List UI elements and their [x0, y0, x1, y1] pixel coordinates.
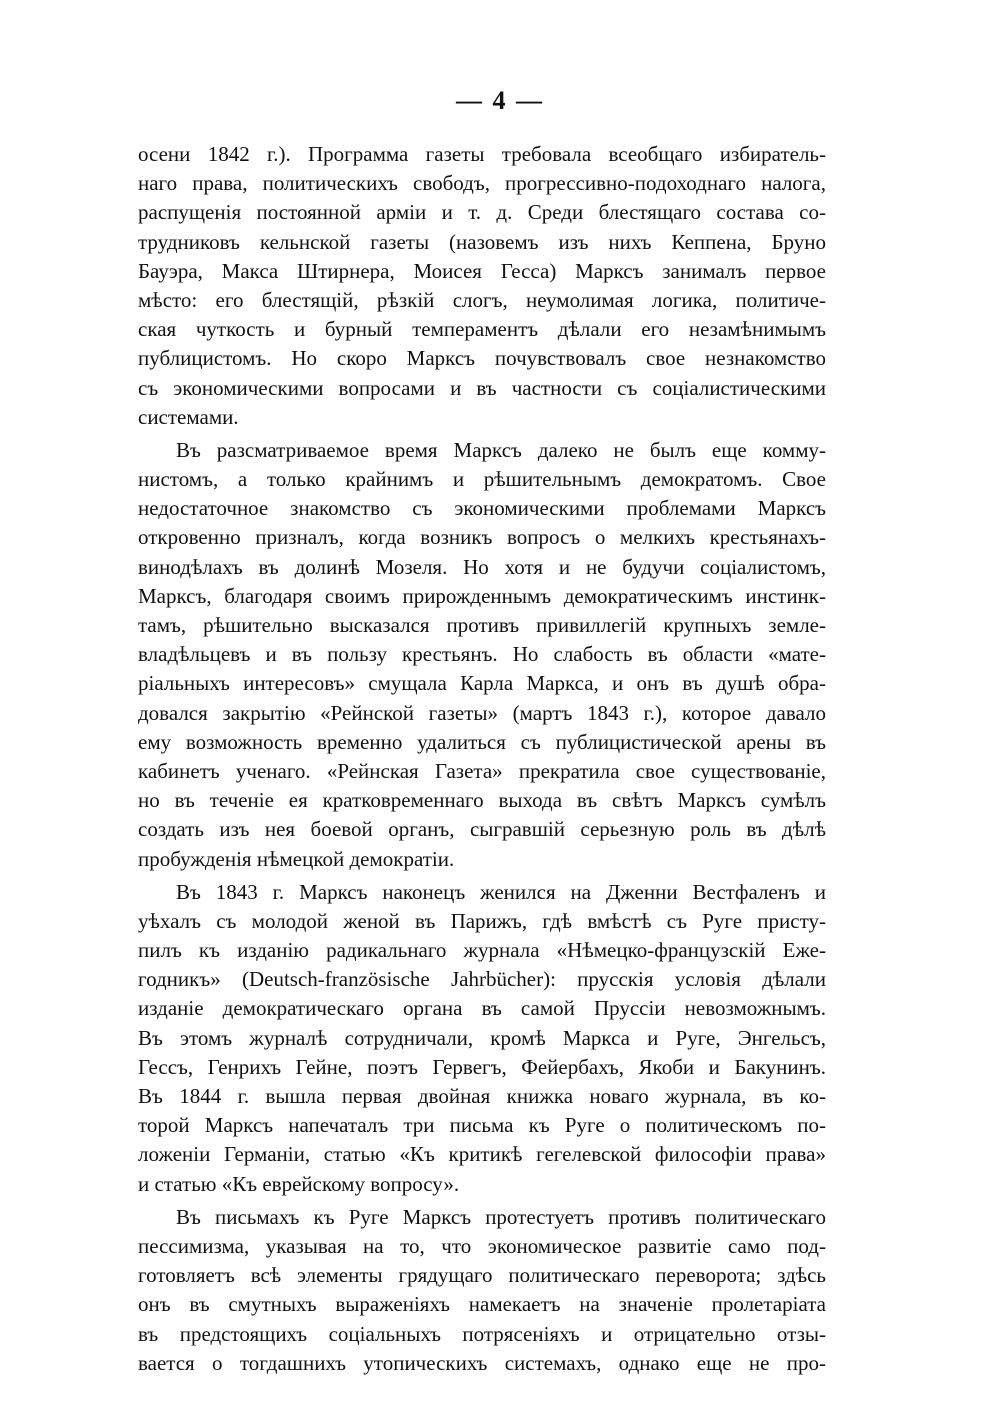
text-line: системами. [138, 404, 239, 429]
text-line: наго права, политическихъ свободъ, прогрессивно-подоходнаго налога, [138, 171, 826, 196]
text-line: мѣсто: его блестящій, рѣзкій слогъ, неумолимая логика, политиче- [138, 287, 826, 312]
text-line: владѣльцевъ и въ пользу крестьянъ. Но слабость въ области «мате- [138, 642, 826, 667]
text-line: ложеніи Германіи, статью «Къ критикѣ гегелевской философіи права» [138, 1142, 826, 1167]
text-line: Въ 1843 г. Марксъ наконецъ женился на Дженни Вестфаленъ и [176, 879, 826, 904]
text-line: уѣхалъ съ молодой женой въ Парижъ, гдѣ вмѣстѣ съ Руге присту- [138, 908, 826, 933]
body-text [138, 140, 826, 1378]
text-line: въ предстоящихъ соціальныхъ потрясеніяхъ и отрицательно отзы- [138, 1321, 826, 1346]
text-line: изданіе демократическаго органа въ самой Пруссіи невозможнымъ. [138, 996, 826, 1021]
text-line: откровенно призналъ, когда возникъ вопросъ о мелкихъ крестьянахъ- [138, 525, 826, 550]
text-line: пробужденія нѣмецкой демократіи. [138, 846, 455, 871]
text-line: Бауэра, Макса Штирнера, Моисея Гесса) Марксъ занималъ первое [138, 258, 826, 283]
text-line: съ экономическими вопросами и въ частности съ соціалистическими [138, 375, 826, 400]
text-line: пессимизма, указывая на то, что экономическое развитіе само под- [138, 1233, 826, 1258]
text-line: Въ письмахъ къ Руге Марксъ протестуетъ противъ политическаго [176, 1204, 826, 1229]
text-line: недостаточное знакомство съ экономическими проблемами Марксъ [138, 496, 826, 521]
paragraph-4 [138, 1203, 826, 1378]
text-line: нистомъ, а только крайнимъ и рѣшительнымъ демократомъ. Свое [138, 467, 826, 492]
text-line: ему возможность временно удалиться съ публицистической арены въ [138, 729, 826, 754]
text-line: винодѣлахъ въ долинѣ Мозеля. Но хотя и не будучи соціалистомъ, [138, 554, 826, 579]
text-line: тамъ, рѣшительно высказался противъ привиллегій крупныхъ земле- [138, 613, 826, 637]
text-line: осени 1842 г.). Программа газеты требовала всеобщаго избиратель- [138, 142, 826, 166]
paragraph-3 [138, 878, 826, 1199]
text-line: годникъ» (Deutsch-französische Jahrbücher): прусскія условія дѣлали [138, 967, 826, 992]
text-line: онъ въ смутныхъ выраженіяхъ намекаетъ на значеніе пролетаріата [138, 1292, 826, 1317]
text-line: создать изъ нея боевой органъ, сыгравшій серьезную роль въ дѣлѣ [138, 817, 826, 842]
text-line: публицистомъ. Но скоро Марксъ почувствовалъ свое незнакомство [138, 346, 826, 371]
text-line: Марксъ, благодаря своимъ прирожденнымъ демократическимъ инстинк- [138, 583, 826, 608]
text-line: пилъ къ изданію радикальнаго журнала «Нѣмецко-французскій Еже- [138, 938, 826, 963]
text-line: вается о тогдашнихъ утопическихъ системахъ, однако еще не про- [138, 1350, 826, 1375]
text-line: довался закрытію «Рейнской газеты» (мартъ 1843 г.), которое давало [138, 700, 826, 725]
text-line: но въ теченіе ея кратковременнаго выхода въ свѣтъ Марксъ сумѣлъ [138, 788, 826, 813]
paragraph-1 [138, 140, 826, 432]
text-line: трудниковъ кельнской газеты (назовемъ изъ нихъ Кеппена, Бруно [138, 229, 826, 254]
paragraph-2 [138, 436, 826, 874]
text-line: готовляетъ всѣ элементы грядущаго политическаго переворота; здѣсь [138, 1263, 826, 1288]
text-line: и статью «Къ еврейскому вопросу». [138, 1171, 460, 1196]
text-line: ская чуткость и бурный темпераментъ дѣлали его незамѣнимымъ [138, 317, 826, 342]
text-line: Въ разсматриваемое время Марксъ далеко не былъ еще комму- [176, 437, 826, 462]
text-line: Въ 1844 г. вышла первая двойная книжка новаго журнала, въ ко- [138, 1084, 826, 1108]
text-line: ріальныхъ интересовъ» смущала Карла Маркса, и онъ въ душѣ обра- [138, 671, 826, 696]
page-number: — 4 — [456, 86, 544, 115]
text-line: кабинетъ ученаго. «Рейнская Газета» прекратила свое существованіе, [138, 758, 826, 783]
text-line: Гессъ, Генрихъ Гейне, поэтъ Гервегъ, Фейербахъ, Якоби и Бакунинъ. [138, 1054, 826, 1079]
text-line: Въ этомъ журналѣ сотрудничали, кромѣ Маркса и Руге, Энгельсъ, [138, 1025, 826, 1050]
text-line: торой Марксъ напечаталъ три письма къ Руге о политическомъ по- [138, 1113, 826, 1138]
text-line: распущенія постоянной арміи и т. д. Среди блестящаго состава со- [138, 200, 826, 225]
